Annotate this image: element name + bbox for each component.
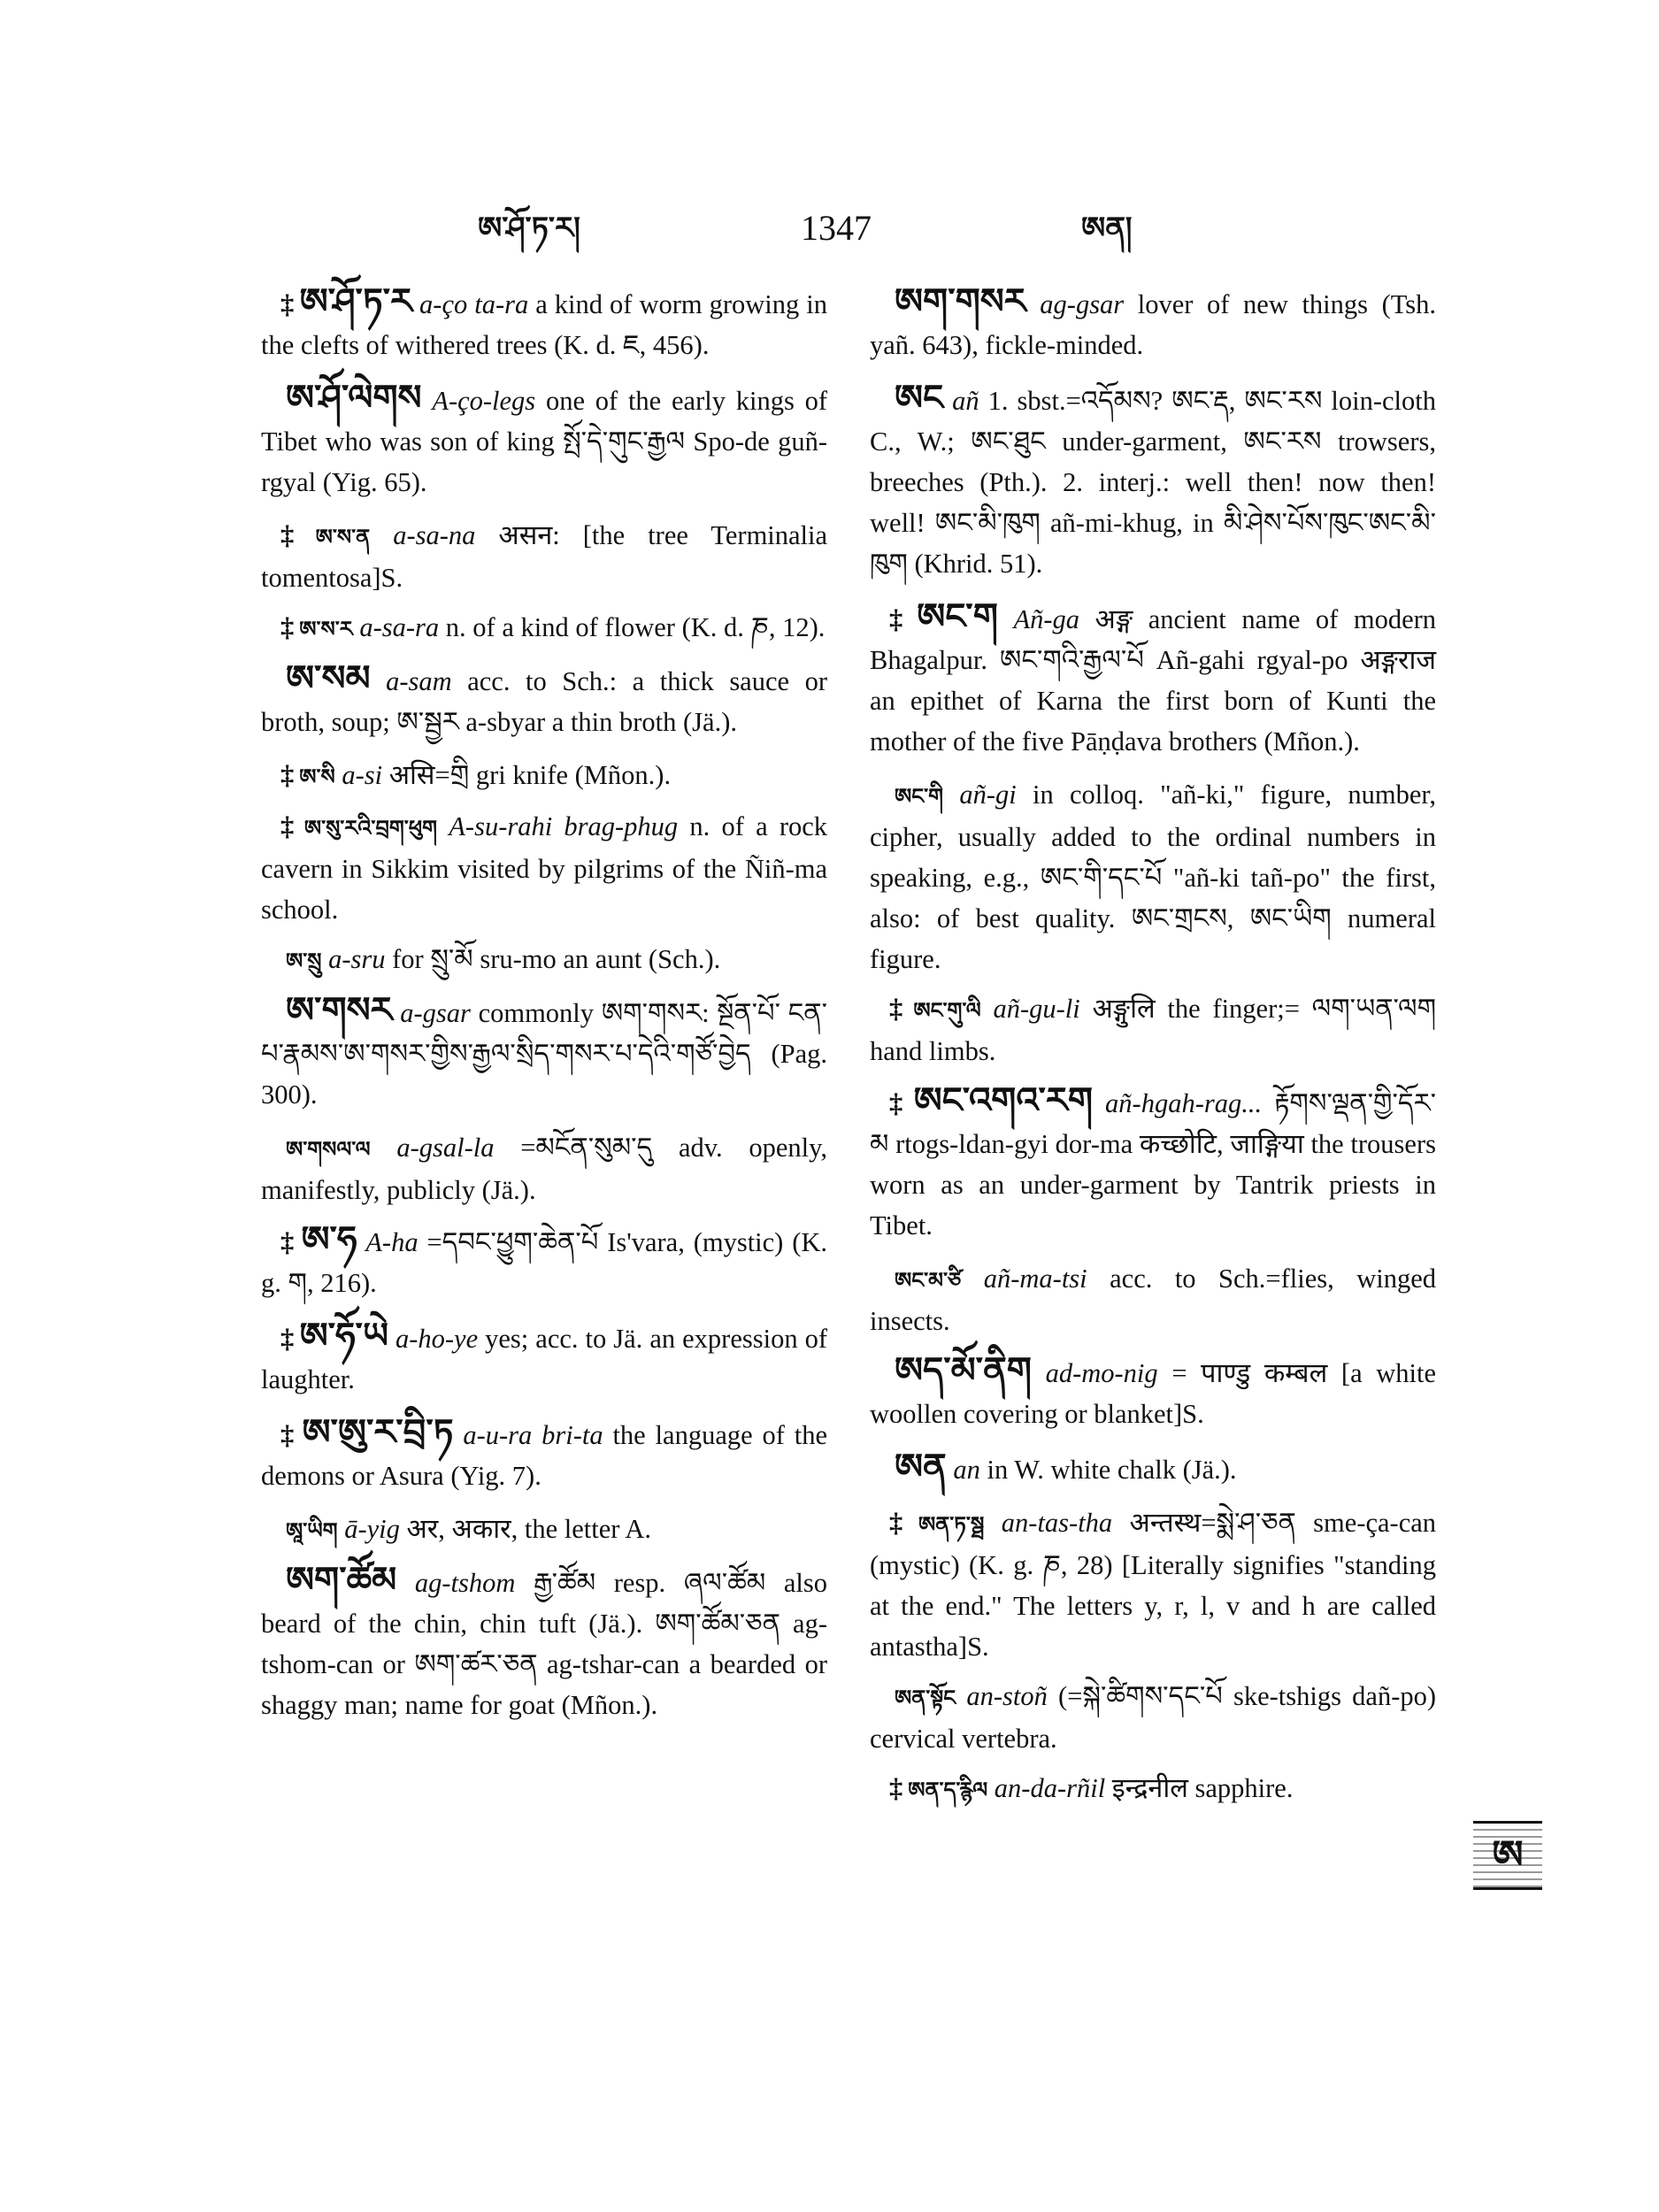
definition: lover of new things (Tsh. yañ. 643), fickle-minded. xyxy=(870,289,1437,360)
dagger-mark: ‡ xyxy=(889,604,912,634)
transliteration: an-tas-tha xyxy=(1001,1508,1113,1538)
transliteration: ag-tshom xyxy=(414,1568,516,1598)
definition: one of the early kings of Tibet who was son of king སྤོ་དེ་གུང་རྒྱལ Spo-de guñ-rgyal (Yig. 65). xyxy=(261,386,828,497)
dictionary-entry xyxy=(261,939,827,981)
definition: commonly ཨག་གསར: སྔོན་པོ་ ངན་པ་རྣམས་ཨ་གསར་གྱིས་རྒྱལ་སྲིད་གསར་པ་དེའི་གཙོ་བྱེད (Pag. 300). xyxy=(261,998,828,1110)
tibetan-headword: ཨ་ཨུ་ར་བྲི་ཏ xyxy=(302,1412,454,1453)
definition: असि=གྲི gri knife (Mñon.). xyxy=(388,760,672,790)
tibetan-headword: ཨ་སྲུ xyxy=(286,949,322,973)
transliteration: ad-mo-nig xyxy=(1045,1358,1158,1388)
transliteration: an-stoñ xyxy=(966,1681,1048,1711)
dictionary-entry xyxy=(261,1127,827,1210)
tibetan-headword: ཨན་ཏ་སྠ xyxy=(918,1512,985,1537)
dagger-mark: ‡ xyxy=(889,994,909,1024)
definition: n. of a rock cavern in Sikkim visited by pilgrims of the Ñiñ-ma school. xyxy=(261,811,828,925)
dictionary-entry xyxy=(870,1502,1436,1667)
tibetan-headword: ཨ་གསལ་ལ xyxy=(286,1137,371,1162)
transliteration: ā-yig xyxy=(344,1514,400,1544)
dictionary-entry xyxy=(870,1447,1436,1490)
transliteration: a-gsal-la xyxy=(396,1133,495,1163)
dagger-mark: ‡ xyxy=(889,1508,913,1538)
transliteration: Añ-ga xyxy=(1013,604,1079,634)
dictionary-entry xyxy=(870,1350,1436,1434)
tibetan-headword: ཨན་ད་རྙིལ xyxy=(908,1778,988,1802)
tibetan-headword: ཨན xyxy=(895,1447,947,1487)
left-column xyxy=(261,281,827,1738)
tibetan-headword: ཨང་འགའ་རག xyxy=(913,1080,1094,1121)
transliteration: a-ho-ye xyxy=(395,1324,479,1354)
tibetan-headword: ཨད་མོ་ནིག xyxy=(895,1350,1032,1391)
transliteration: A-su-rahi brag-phug xyxy=(449,811,679,841)
transliteration: a-sru xyxy=(328,944,386,974)
definition: yes; acc. to Jä. an expression of laughter. xyxy=(261,1324,827,1394)
dictionary-entry xyxy=(261,1316,827,1400)
dictionary-entry xyxy=(870,1258,1436,1341)
dictionary-entry xyxy=(261,515,827,598)
dagger-mark: ‡ xyxy=(280,1324,295,1354)
tibetan-headword: ཨ་ས་ར xyxy=(299,617,353,641)
tibetan-headword: ཨང་གུ་ལི xyxy=(913,998,981,1023)
dictionary-entry xyxy=(870,1676,1436,1759)
definition: अर, अकार, the letter A. xyxy=(406,1514,651,1544)
definition: =མངོན་སུམ་དུ adv. openly, manifestly, publicly (Jä.). xyxy=(261,1133,828,1205)
dictionary-entry xyxy=(870,596,1436,762)
dagger-mark: ‡ xyxy=(280,760,295,790)
definition: in colloq. "añ-ki," figure, number, cipher, usually added to the ordinal numbers in speaking, e.g., ཨང་གི་དང་པོ "añ-ki tañ-po" the first, also: of best quality. ཨང་གྲངས, ཨང་ཡིག numeral figure. xyxy=(870,780,1436,974)
tibetan-headword: ཨ་ས་ན xyxy=(315,525,371,549)
definition: the language of the demons or Asura (Yig. 7). xyxy=(261,1420,828,1491)
transliteration: a-u-ra bri-ta xyxy=(463,1420,603,1450)
transliteration: a-si xyxy=(342,760,383,790)
dagger-mark: ‡ xyxy=(889,1088,909,1118)
dictionary-entry xyxy=(870,1768,1436,1810)
tibetan-headword: ཨང་ག xyxy=(917,596,998,637)
transliteration: añ xyxy=(952,386,979,416)
tibetan-headword: ཨ་སུ་རའི་བྲག་ཕུག xyxy=(303,816,438,841)
tibetan-headword: ཨ་ཤོ་ཏ་ར xyxy=(299,281,413,322)
dictionary-entry xyxy=(261,755,827,797)
dictionary-entry xyxy=(261,1560,827,1725)
dagger-mark: ‡ xyxy=(280,1227,296,1257)
dictionary-entry xyxy=(261,1509,827,1551)
tibetan-headword: ཨ་སི xyxy=(299,764,335,789)
definition: =དབང་ཕྱུག་ཆེན་པོ Is'vara, (mystic) (K. g. ག, 216). xyxy=(261,1227,828,1298)
definition: a kind of worm growing in the clefts of withered trees (K. d. ཇ, 456). xyxy=(261,289,827,360)
definition: अङ्गुलि the finger;= ལག་ཡན་ལག hand limbs. xyxy=(870,994,1437,1066)
dictionary-entry xyxy=(261,806,827,930)
tibetan-headword: ཨན་སྟོང xyxy=(895,1686,956,1710)
transliteration: a-ço ta-ra xyxy=(419,289,529,319)
transliteration: a-sa-na xyxy=(393,520,476,550)
dagger-mark: ‡ xyxy=(280,811,299,841)
left-headword: ཨ་ཤོ་ཏ་ར། xyxy=(478,211,580,246)
transliteration: añ-gi xyxy=(959,780,1017,810)
definition: असन: [the tree Terminalia tomentosa]S. xyxy=(261,520,828,593)
transliteration: ag-gsar xyxy=(1040,289,1125,319)
dagger-mark: ‡ xyxy=(280,520,311,550)
tibetan-headword: ཨག་ཚོམ xyxy=(286,1560,397,1601)
dictionary-entry xyxy=(261,378,827,503)
tibetan-headword: ཨ་གསར xyxy=(286,990,393,1031)
tibetan-headword: ཨག་གསར xyxy=(895,281,1026,322)
transliteration: añ-ma-tsi xyxy=(983,1263,1087,1294)
dagger-mark: ‡ xyxy=(280,1420,297,1450)
tibetan-headword: ཨ་ཧ xyxy=(301,1219,357,1260)
tibetan-headword: ཨཱ་ཡིག xyxy=(286,1518,338,1543)
definition: इन्द्रनील sapphire. xyxy=(1111,1773,1294,1803)
transliteration: a-sa-ra xyxy=(359,612,440,642)
transliteration: an xyxy=(953,1455,980,1485)
dictionary-entry xyxy=(870,281,1436,365)
transliteration: A-ço-legs xyxy=(432,386,536,416)
page-number: 1347 xyxy=(801,208,872,248)
right-headword: ཨན། xyxy=(1081,211,1133,246)
page-header xyxy=(0,202,1659,255)
definition: རྒྱ་ཚོམ resp. ཞལ་ཚོམ also beard of the chin, chin tuft (Jä.). ཨག་ཚོམ་ཅན ag-tshom-can or ཨག་ཚར་ཅན ag-tshar-can a bearded or shaggy man; name for goat (Mñon.). xyxy=(261,1568,828,1720)
definition: in W. white chalk (Jä.). xyxy=(987,1455,1237,1485)
definition: n. of a kind of flower (K. d. ཎ, 12). xyxy=(445,612,826,642)
definition: རྟོགས་ལྡན་གྱི་དོར་མ rtogs-ldan-gyi dor-ma कच्छोटि, जाङ्गिया the trousers worn as an under-garment by Tantrik priests in Tibet. xyxy=(870,1088,1436,1240)
transliteration: a-sam xyxy=(386,666,452,696)
dictionary-entry xyxy=(261,1219,827,1303)
definition: अङ्ग ancient name of modern Bhagalpur. ཨང་གའི་རྒྱལ་པོ Añ-gahi rgyal-po अङ्गराज an epithet of Karna the first born of Kunti the mother of the five Pāṇḍava brothers (Mñon.). xyxy=(870,604,1437,757)
definition: अन्तस्थ=སྨེ་ཤ་ཅན sme-ça-can (mystic) (K. g. ཎ, 28) [Literally signifies "standing at the end." The letters y, r, l, v and h are called antastha]S. xyxy=(870,1508,1437,1662)
dictionary-entry xyxy=(261,1412,827,1496)
definition: for སྲུ་མོ sru-mo an aunt (Sch.). xyxy=(392,944,721,974)
tibetan-headword: ཨང་མ་ཙི xyxy=(895,1268,962,1293)
dictionary-entry xyxy=(870,774,1436,979)
dagger-mark: ‡ xyxy=(280,289,295,319)
definition: = पाण्डु कम्बल [a white woollen covering or blanket]S. xyxy=(870,1358,1437,1429)
dictionary-entry xyxy=(870,988,1436,1071)
tibetan-headword: ཨ་སམ xyxy=(286,658,371,699)
letter-thumb-tab: ཨ xyxy=(1473,1821,1542,1890)
dagger-mark: ‡ xyxy=(889,1773,903,1803)
transliteration: A-ha xyxy=(365,1227,419,1257)
dictionary-entry xyxy=(870,378,1436,584)
tibetan-headword: ཨང་གི xyxy=(895,784,944,809)
dictionary-entry xyxy=(261,607,827,649)
tibetan-headword: ཨ་ཤོ་ལེགས xyxy=(286,378,422,419)
definition: acc. to Sch.=flies, winged insects. xyxy=(870,1263,1436,1336)
transliteration: a-gsar xyxy=(400,998,471,1028)
dictionary-entry xyxy=(870,1080,1436,1246)
dictionary-entry xyxy=(261,281,827,365)
definition: acc. to Sch.: a thick sauce or broth, soup; ཨ་སྦྱར a-sbyar a thin broth (Jä.). xyxy=(261,666,828,737)
tibetan-headword: ཨང xyxy=(895,378,944,419)
dagger-mark: ‡ xyxy=(280,612,295,642)
transliteration: an-da-rñil xyxy=(994,1773,1106,1803)
tibetan-headword: ཨ་ཧོ་ཡེ xyxy=(299,1316,388,1356)
definition: 1. sbst.=འདོམས? ཨང་རྡ, ཨང་རས loin-cloth C., W.; ཨང་ཐུང under-garment, ཨང་རས trowsers, breeches (Pth.). 2. interj.: well then! now then! well! ཨང་མི་ཁུག añ-mi-khug, in མི་ཤེས་པོས་ཁུང་ཨང་མི་ཁུག (Khrid. 51). xyxy=(870,386,1436,579)
right-column xyxy=(870,281,1436,1819)
definition: (=སྐེ་ཚིགས་དང་པོ ske-tshigs dañ-po) cervical vertebra. xyxy=(870,1681,1437,1754)
dictionary-entry xyxy=(261,658,827,742)
dictionary-entry xyxy=(261,990,827,1115)
transliteration: añ-hgah-rag... xyxy=(1105,1088,1263,1118)
transliteration: añ-gu-li xyxy=(993,994,1080,1024)
